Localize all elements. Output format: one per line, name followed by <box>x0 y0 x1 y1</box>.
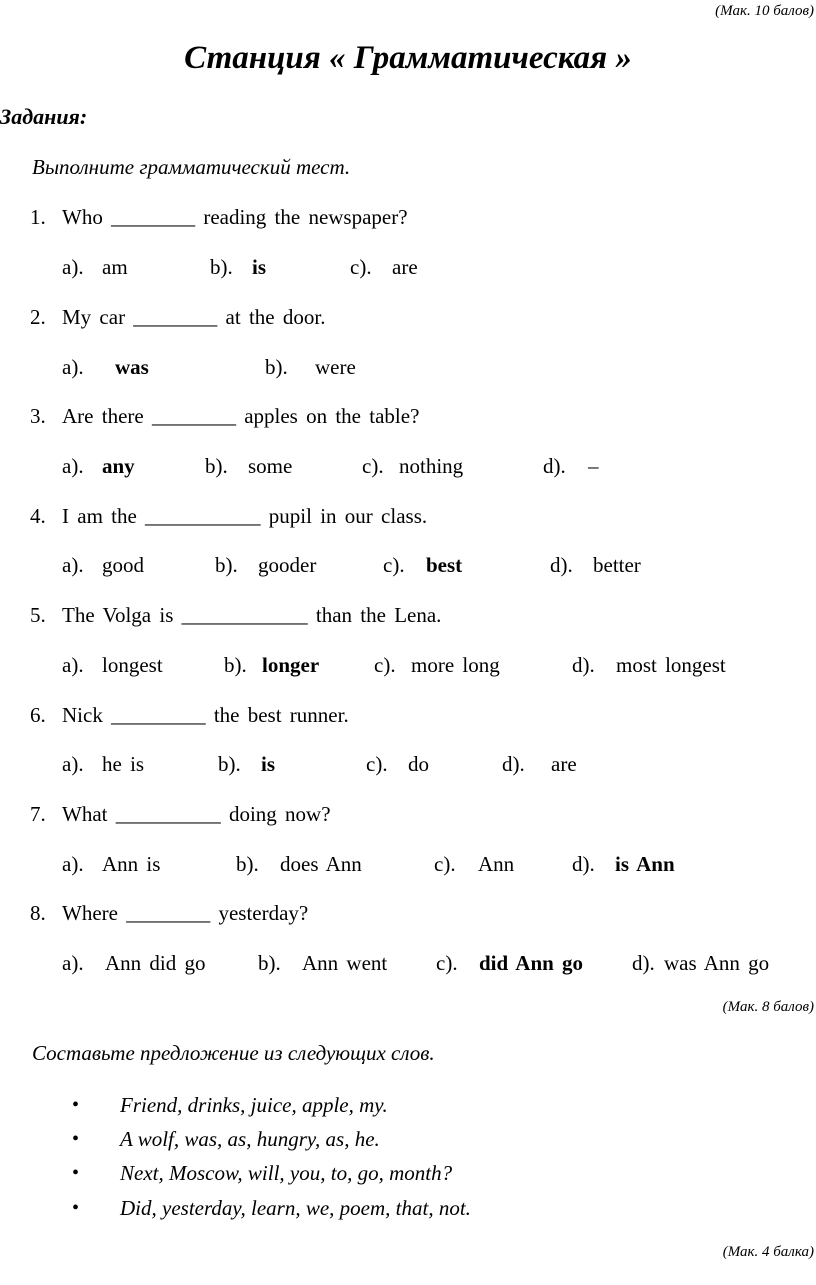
option-letter: b). <box>205 454 228 478</box>
option-text: Ann is <box>102 852 161 876</box>
option-letter: c). <box>434 852 456 876</box>
option-text-correct: longer <box>262 653 320 677</box>
option-text: most longest <box>616 653 726 677</box>
question-text: The Volga is ____________ than the Lena. <box>62 603 442 627</box>
option-letter: c). <box>362 454 384 478</box>
option-letter: c). <box>350 255 372 279</box>
instruction-grammar-test: Выполните грамматический тест. <box>32 155 351 179</box>
section1-score-note: (Мак. 8 балов) <box>722 999 814 1015</box>
option-letter: a). <box>62 454 84 478</box>
question-number: 4. <box>30 504 46 528</box>
option-text: good <box>102 553 144 577</box>
option-letter: b). <box>210 255 233 279</box>
question-text: Where ________ yesterday? <box>62 901 309 925</box>
question-number: 5. <box>30 603 46 627</box>
option-letter: a). <box>62 852 84 876</box>
question-number: 8. <box>30 901 46 925</box>
sentence-item: Friend, drinks, juice, apple, my. <box>120 1093 388 1117</box>
page-title: Станция « Грамматическая » <box>184 40 632 76</box>
option-letter: d). <box>632 951 655 975</box>
bullet-icon: • <box>72 1094 80 1116</box>
option-letter: b). <box>265 355 288 379</box>
tasks-label: Задания: <box>0 104 88 129</box>
question-text: What __________ doing now? <box>62 802 331 826</box>
option-text-correct: is Ann <box>615 852 675 876</box>
option-text: Ann did go <box>105 951 206 975</box>
sentence-item: Did, yesterday, learn, we, poem, that, not. <box>120 1196 471 1220</box>
option-text-correct: any <box>102 454 135 478</box>
option-text: some <box>248 454 293 478</box>
option-text-correct: did Ann go <box>479 951 584 975</box>
question-number: 6. <box>30 703 46 727</box>
option-text: was Ann go <box>664 951 770 975</box>
option-text: more long <box>411 653 500 677</box>
instruction-make-sentences: Составьте предложение из следующих слов. <box>32 1041 435 1065</box>
option-text-correct: is <box>261 752 276 776</box>
option-letter: b). <box>218 752 241 776</box>
question-text: I am the ___________ pupil in our class. <box>62 504 428 528</box>
option-text: does Ann <box>280 852 362 876</box>
option-letter: d). <box>550 553 573 577</box>
option-text-correct: best <box>426 553 463 577</box>
option-text: am <box>102 255 128 279</box>
sentence-item: A wolf, was, as, hungry, as, he. <box>120 1127 380 1151</box>
sentence-item: Next, Moscow, will, you, to, go, month? <box>120 1161 453 1185</box>
option-text: nothing <box>399 454 464 478</box>
option-text: Ann went <box>302 951 388 975</box>
question-text: Nick _________ the best runner. <box>62 703 349 727</box>
option-letter: d). <box>572 653 595 677</box>
question-text: My car ________ at the door. <box>62 305 326 329</box>
option-text: do <box>408 752 429 776</box>
option-text: longest <box>102 653 163 677</box>
header-score-note: (Мак. 10 балов) <box>715 3 814 19</box>
option-letter: c). <box>374 653 396 677</box>
option-letter: b). <box>236 852 259 876</box>
option-text-correct: is <box>252 255 267 279</box>
question-text: Are there ________ apples on the table? <box>62 404 420 428</box>
section2-score-note: (Мак. 4 балка) <box>722 1244 814 1260</box>
option-text-correct: was <box>115 355 149 379</box>
option-letter: a). <box>62 752 84 776</box>
bullet-icon: • <box>72 1128 80 1150</box>
option-letter: a). <box>62 355 84 379</box>
option-text: are <box>392 255 418 279</box>
option-letter: c). <box>366 752 388 776</box>
option-text: – <box>588 454 599 478</box>
option-letter: a). <box>62 255 84 279</box>
option-letter: b). <box>258 951 281 975</box>
option-letter: c). <box>436 951 458 975</box>
bullet-icon: • <box>72 1197 80 1219</box>
bullet-icon: • <box>72 1162 80 1184</box>
option-letter: d). <box>502 752 525 776</box>
option-letter: b). <box>224 653 247 677</box>
option-text: Ann <box>478 852 515 876</box>
option-letter: a). <box>62 951 84 975</box>
option-letter: c). <box>383 553 405 577</box>
option-letter: d). <box>543 454 566 478</box>
question-text: Who ________ reading the newspaper? <box>62 205 408 229</box>
option-letter: a). <box>62 553 84 577</box>
option-letter: d). <box>572 852 595 876</box>
option-text: gooder <box>258 553 317 577</box>
question-number: 1. <box>30 205 46 229</box>
option-text: he is <box>102 752 145 776</box>
option-letter: a). <box>62 653 84 677</box>
option-text: were <box>315 355 356 379</box>
question-number: 3. <box>30 404 46 428</box>
question-number: 7. <box>30 802 46 826</box>
option-letter: b). <box>215 553 238 577</box>
option-text: better <box>593 553 641 577</box>
question-number: 2. <box>30 305 46 329</box>
option-text: are <box>551 752 577 776</box>
